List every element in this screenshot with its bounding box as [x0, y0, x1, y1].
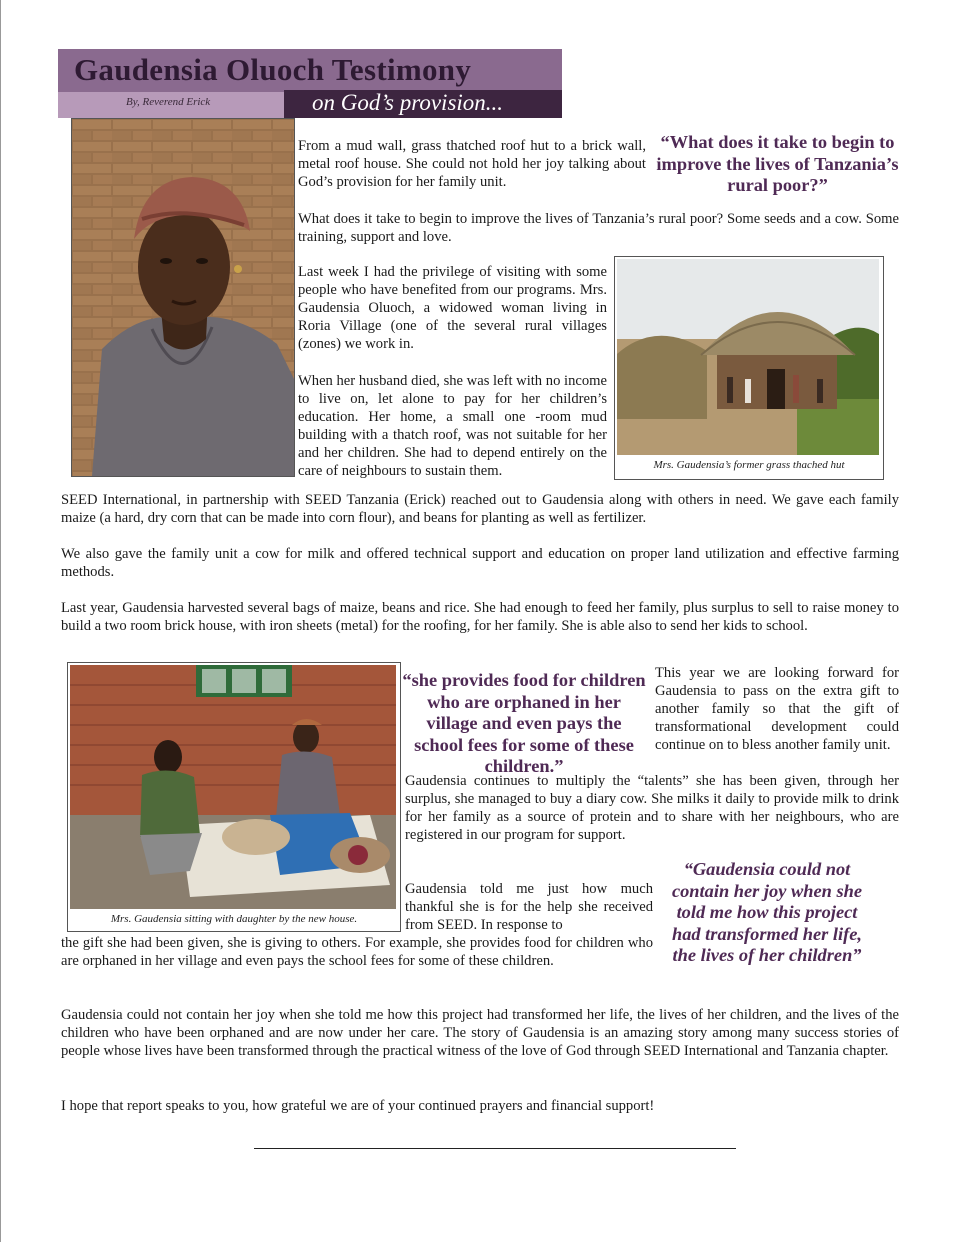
sitting-figure [67, 662, 401, 932]
page-subtitle: on God’s provision... [312, 90, 504, 115]
paragraph-harvest: Last year, Gaudensia harvested several bags of maize, beans and rice. She had enough to feed her family, plus surplus to sell to raise money to build a two room brick house, with iron sheets (metal) for the roofing, for her family. She is able also to send her kids to school. [61, 600, 899, 635]
paragraph-what-does-it-take: What does it take to begin to improve the lives of Tanzania’s rural poor? Some seeds and a cow. Some training, support and love. [298, 211, 899, 246]
footer-divider [254, 1148, 736, 1149]
intro-paragraph: From a mud wall, grass thatched roof hut to a brick wall, metal roof house. She could not hold her joy talking about God’s provision for her family unit. [298, 138, 646, 191]
paragraph-cow-support: We also gave the family unit a cow for milk and offered technical support and education on proper land utilization and effective farming methods. [61, 546, 899, 581]
hut-illustration [617, 259, 879, 455]
hut-caption: Mrs. Gaudensia’s former grass thached hut [653, 459, 845, 471]
paragraph-closing: I hope that report speaks to you, how grateful we are of your continued prayers and financial support! [61, 1098, 655, 1114]
sitting-illustration [70, 665, 396, 909]
page-title: Gaudensia Oluoch Testimony [74, 52, 472, 87]
paragraph-talents: Gaudensia continues to multiply the “talents” she has been given, through her surplus, she managed to buy a diary cow. She milks it daily to provide milk to drink for her family as a source of protein and to share with her neighbours, who are registered in our program for support. [405, 773, 899, 844]
hut-photo [617, 259, 879, 455]
paragraph-visit: Last week I had the privilege of visiting with some people who have benefited from our programs. Mrs. Gaudensia Oluoch, a widowed woman living in Roria Village (one of the several rural villages (zones) we work in. [298, 264, 607, 353]
pull-quote-joy: “Gaudensia could not contain her joy when she told me how this project had transformed her life, the lives of her children” [671, 859, 863, 966]
paragraph-husband-died: When her husband died, she was left with no income to live on, let alone to pay for her children’s education. Her home, a small one -room mud building with a thatch roof, was not suitable for her and her children. She had to depend entirely on the care of neighbours to sustain them. [298, 373, 607, 480]
paragraph-looking-forward: This year we are looking forward for Gaudensia to pass on the extra gift to another family so that the gift of transformational development could continue on to bless another family unit. [655, 665, 899, 754]
paragraph-thankful-end: the gift she had been given, she is giving to others. For example, she provides food for children who are orphaned in her village and even pays the school fees for some of these children. [61, 935, 653, 970]
page-edge [0, 0, 1, 1242]
paragraph-thankful-start: Gaudensia told me just how much thankful she is for the help she received from SEED. In response to [405, 881, 653, 934]
byline: By, Reverend Erick [126, 96, 211, 108]
sitting-photo [70, 665, 396, 909]
portrait-photo [71, 118, 295, 477]
pull-quote-orphans: “she provides food for children who are orphaned in her village and even pays the school fees for some of these children.” [402, 670, 646, 777]
paragraph-transformed: Gaudensia could not contain her joy when she told me how this project had transformed her life, the lives of her children, and the lives of the children who have been orphaned and are now under her care. The story of Gaudensia is an amazing story among many success stories of people whose lives have been transformed through the practical witness of the love of God through SEED International and Tanzania chapter. [61, 1007, 899, 1060]
paragraph-seed-partnership: SEED International, in partnership with SEED Tanzania (Erick) reached out to Gaudensia along with others in need. We gave each family maize (a hard, dry corn that can be made into corn flour), and beans for planting as well as fertilizer. [61, 492, 899, 527]
pull-quote-rural-poor: “What does it take to begin to improve the lives of Tanzania’s rural poor?” [656, 132, 899, 196]
portrait-illustration [72, 119, 294, 476]
sitting-caption: Mrs. Gaudensia sitting with daughter by the new house. [110, 913, 358, 925]
hut-figure [614, 256, 884, 480]
